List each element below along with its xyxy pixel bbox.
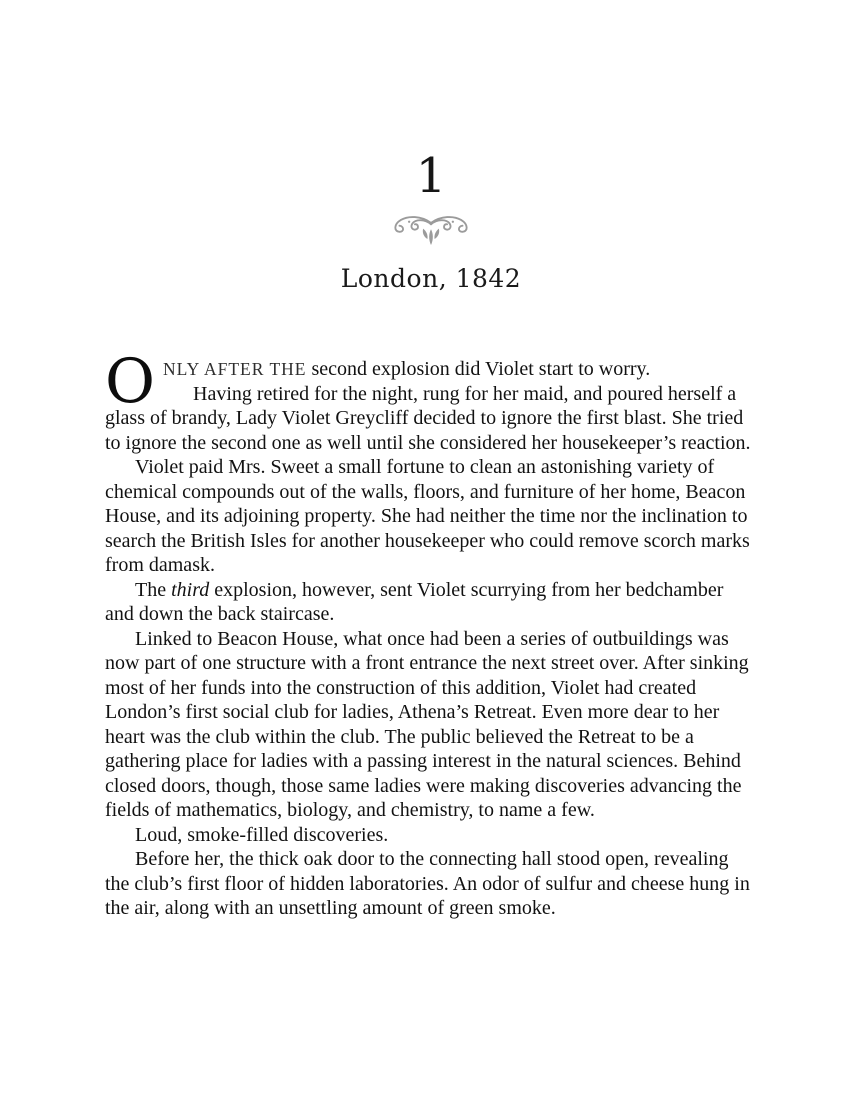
paragraph: Having retired for the night, rung for her maid, and poured herself a glass of brandy, Lady Violet Greycliff decided to ignore the first blast. She tried to ignore the second one as well until she considered her housekeeper’s reaction.: [105, 382, 751, 454]
chapter-number: 1: [415, 148, 447, 204]
opening-small-caps: NLY AFTER THE: [163, 359, 307, 379]
paragraph: Before her, the thick oak door to the connecting hall stood open, revealing the club’s first floor of hidden laboratories. An odor of sulfur and cheese hung in the air, along with an unsettling amount of green smoke.: [105, 848, 750, 919]
paragraph: Linked to Beacon House, what once had been a series of outbuildings was now part of one structure with a front entrance the next street over. After sinking most of her funds into the construction of this addition, Violet had created London’s first social club for ladies, Athena’s Retreat. Even more dear to her heart was the club within the club. The public believed the Retreat to be a gathering place for ladies with a passing interest in the natural sciences. Behind closed doors, though, those same ladies were making discoveries advancing the fields of mathematics, biology, and chemistry, to name a few.: [105, 627, 749, 821]
flourish-divider-icon: [388, 213, 474, 247]
opening-paragraph: [105, 346, 757, 417]
chapter-body: [105, 346, 757, 921]
paragraph: The third explosion, however, sent Violet scurrying from her bedchamber and down the back staircase.: [105, 578, 724, 625]
opening-rest: second explosion did Violet start to worry.: [306, 358, 651, 380]
paragraph: Violet paid Mrs. Sweet a small fortune to clean an astonishing variety of chemical compounds out of the walls, floors, and furniture of her home, Beacon House, and its adjoining property. She had neither the time nor the inclination to search the British Isles for another housekeeper who could remove scorch marks from damask.: [105, 456, 750, 576]
chapter-header: [0, 150, 862, 294]
chapter-ornament: [0, 213, 862, 249]
chapter-dateline: London, 1842: [340, 264, 522, 293]
drop-cap: O: [105, 346, 156, 417]
paragraph: Loud, smoke-filled discoveries.: [135, 823, 389, 846]
